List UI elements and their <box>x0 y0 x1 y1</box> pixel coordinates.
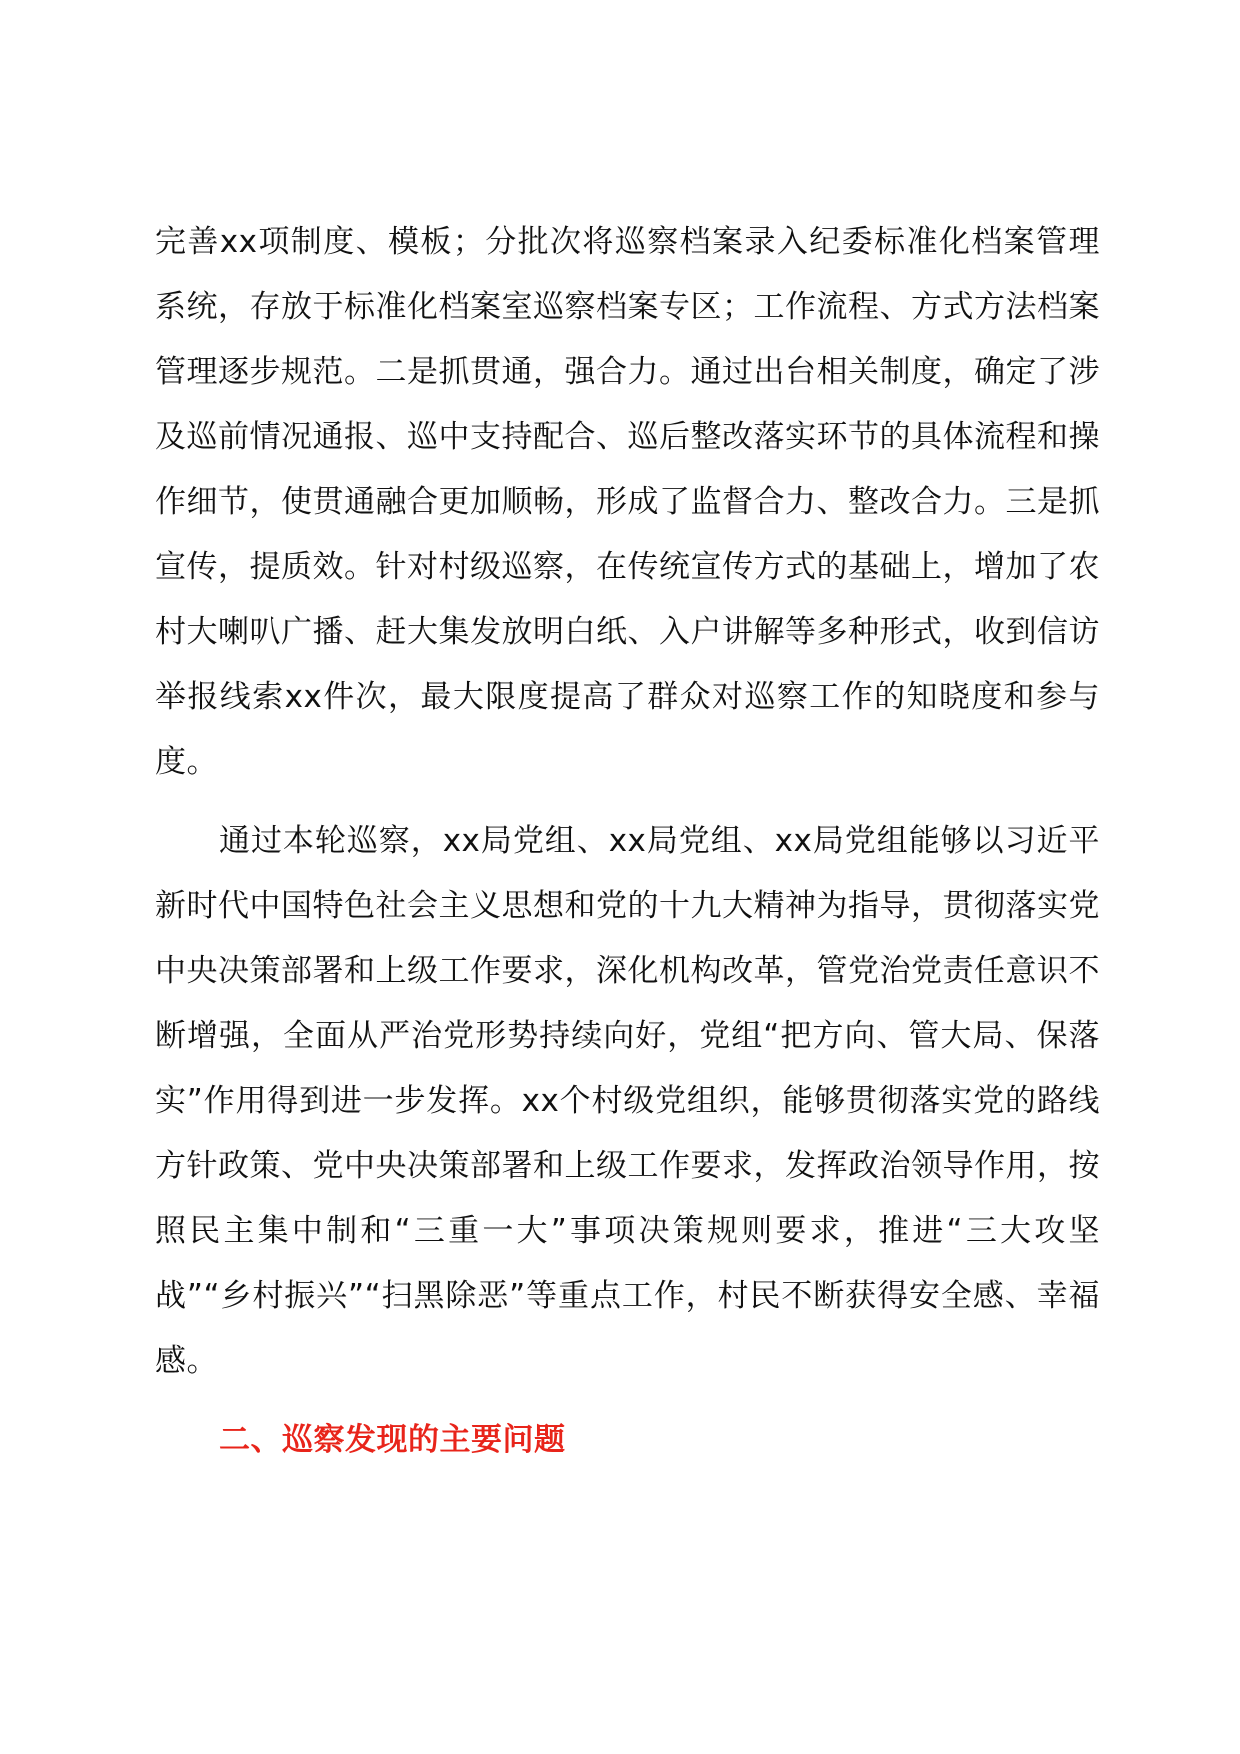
section-heading: 二、巡察发现的主要问题 <box>219 1422 566 1458</box>
body-paragraph-summary: 通过本轮巡察，xx局党组、xx局党组、xx局党组能够以习近平新时代中国特色社会主义思想和党的十九大精神为指导，贯彻落实党中央决策部署和上级工作要求，深化机构改革，管党治党责任意识不断增强，全面从严治党形势持续向好，党组“把方向、管大局、保落实”作用得到进一步发挥。xx个村级党组织，能够贯彻落实党的路线方针政策、党中央决策部署和上级工作要求，发挥政治领导作用，按照民主集中制和“三重一大”事项决策规则要求，推进“三大攻坚战”“乡村振兴”“扫黑除恶”等重点工作，村民不断获得安全感、幸福感。 <box>155 823 1100 1379</box>
body-paragraph-continued: 完善xx项制度、模板；分批次将巡察档案录入纪委标准化档案管理系统，存放于标准化档案室巡察档案专区；工作流程、方式方法档案管理逐步规范。二是抓贯通，强合力。通过出台相关制度，确定了涉及巡前情况通报、巡中支持配合、巡后整改落实环节的具体流程和操作细节，使贯通融合更加顺畅，形成了监督合力、整改合力。三是抓宣传，提质效。针对村级巡察，在传统宣传方式的基础上，增加了农村大喇叭广播、赶大集发放明白纸、入户讲解等多种形式，收到信访举报线索xx件次，最大限度提高了群众对巡察工作的知晓度和参与度。 <box>155 224 1100 780</box>
document-body <box>155 210 1100 1473</box>
